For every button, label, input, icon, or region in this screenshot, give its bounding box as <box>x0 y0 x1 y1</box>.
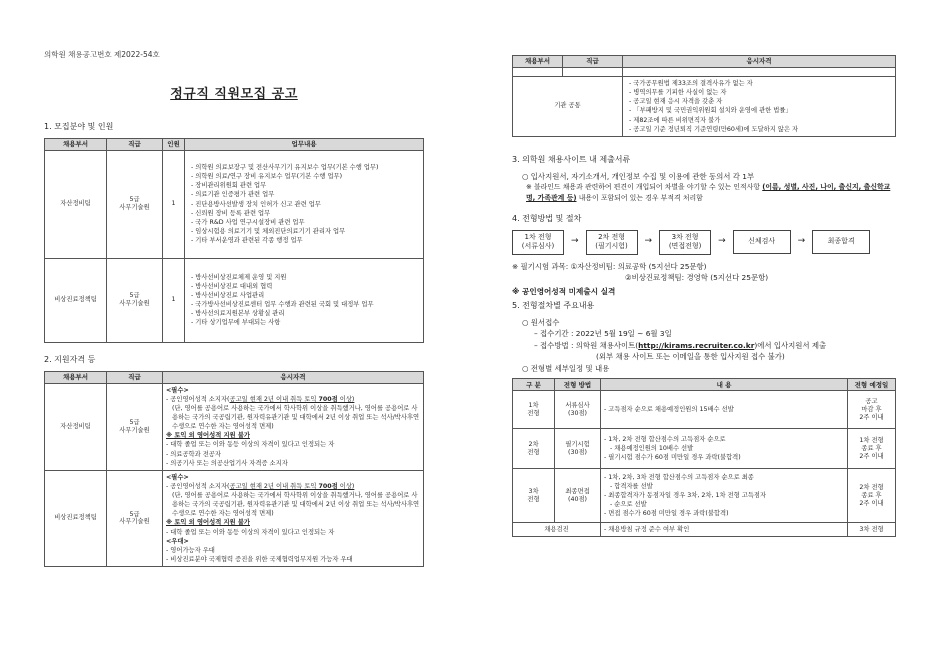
step-sub: (서류심사) <box>521 242 555 251</box>
grade-title: 사무기술원 <box>119 300 150 308</box>
continued-text: 합격자를 선발 <box>614 483 653 491</box>
list-item: - 장비관리위원회 관련 업무 <box>191 181 420 190</box>
header-dept: 채용부서 <box>45 138 107 150</box>
lang-post: 이상) <box>337 395 355 403</box>
header-qualification: 응시자격 <box>163 371 424 383</box>
arrow-right-icon: → <box>718 236 726 247</box>
arrow-right-icon: → <box>797 236 806 247</box>
date-line: 2차 전형 <box>859 483 884 491</box>
list-item: - 최종합격자가 동점자일 경우 3차, 2차, 1차 전형 고득점자 <box>604 491 844 500</box>
stage-cell: 채용검진 <box>513 523 601 537</box>
list-item: - 방사선비상진료 사업관리 <box>191 291 420 300</box>
list-item: - 방사선의료지원본부 상황실 관리 <box>191 309 420 318</box>
list-item: - 병역의무를 기피한 사실이 없는 자 <box>629 88 892 97</box>
section-heading-positions: 1. 모집분야 및 인원 <box>44 121 114 131</box>
grade-level: 5급 <box>129 292 140 300</box>
content-cell <box>601 523 848 537</box>
date-line: 1차 전형 <box>859 436 884 444</box>
blind-items: (이름, 성별, 사진, 나이, 출신지, 출신학교명, 가족관계 등) <box>526 183 891 202</box>
english-disqualification-notice: ※ 공인영어성적 미제출시 실격 <box>512 287 616 297</box>
method-label: 필기시험 <box>565 440 590 448</box>
table-header-row <box>513 379 896 391</box>
list-item-continued <box>604 482 844 491</box>
step-label: 2차 전형 <box>598 232 626 241</box>
header-dept: 채용부서 <box>45 371 107 383</box>
stage-sub: 전형 <box>527 409 540 417</box>
header-method: 전형 방법 <box>555 379 601 391</box>
content-list <box>604 405 844 414</box>
section-heading-details: 5. 전형절차별 주요내용 <box>512 300 595 310</box>
table-row <box>513 469 896 523</box>
method-cell <box>555 429 601 469</box>
count-cell: 1 <box>163 150 185 258</box>
list-item: - 의학원 의료/연구 장비 유지보수 업무(기본 수행 업무) <box>191 172 420 181</box>
step-box <box>733 230 791 253</box>
date-cell <box>848 429 896 469</box>
stage-label: 1차 <box>528 401 539 409</box>
method-cell <box>555 391 601 429</box>
section-heading-documents: 3. 의학원 채용사이트 내 제출서류 <box>512 154 631 164</box>
grade-level: 5급 <box>129 418 140 426</box>
preferred-label: <우대> <box>166 537 189 545</box>
process-flow <box>512 230 896 255</box>
grade-title: 사무기술원 <box>119 204 150 212</box>
grade-level: 5급 <box>129 510 140 518</box>
list-item-continued <box>604 444 844 453</box>
grade-title: 사무기술원 <box>119 518 150 526</box>
list-item: - 기타 부서운영과 관련된 각종 행정 업무 <box>191 236 420 245</box>
stage-cell <box>513 429 555 469</box>
step-label: 최종합격 <box>827 237 855 246</box>
method-cell <box>555 469 601 523</box>
date-cell: 3차 전형 <box>848 523 896 537</box>
list-item: - 공고일 기준 정년퇴직 기준연령(만60세)에 도달하지 않은 자 <box>629 125 892 134</box>
list-item-continued <box>629 116 892 125</box>
grade-cell <box>107 258 163 342</box>
qualification-list <box>166 528 420 537</box>
list-item-continued <box>604 500 844 509</box>
table-row <box>513 68 896 77</box>
date-line: 종료 후 <box>861 491 882 499</box>
table-row <box>45 470 424 566</box>
date-line: 2주 이내 <box>859 499 884 507</box>
recruit-site-link[interactable]: http://kirams.recruiter.co.kr <box>638 340 755 350</box>
step-box <box>812 230 870 253</box>
header-stage: 구 분 <box>513 379 555 391</box>
count-cell: 1 <box>163 258 185 342</box>
duties-list <box>191 163 420 245</box>
english-exemption-note: (단, 영어를 공용어로 사용하는 국가에서 학사학위 이상을 취득했거나, 영어를 공용어로 사용하는 국가의 국공립기관, 원자력유관기관 및 대학에서 2년 이상 취업 또는 석사/박사후연수생으로 연수한 자는 영어성적 면제) <box>172 492 420 518</box>
list-item: - 진단용방사선발생 장치 인허가 신고 관련 업무 <box>191 200 420 209</box>
lang-pre: 공인영어성적 소지자( <box>170 482 230 490</box>
header-qualification: 응시자격 <box>623 56 896 68</box>
method-pre: – 접수방법 : 의학원 채용사이트( <box>534 340 639 350</box>
list-item: - 의공기사 또는 의공산업기사 자격증 소지자 <box>166 459 420 468</box>
required-label: <필수> <box>166 386 189 394</box>
list-item: - 채용방침 규정 준수 여부 확인 <box>604 525 844 534</box>
required-label: <필수> <box>166 473 189 481</box>
lang-score: 700점 <box>318 395 338 403</box>
duties-list <box>191 273 420 328</box>
list-item: - 방사선비상진료 대내외 협력 <box>191 282 420 291</box>
schedule-table <box>512 378 896 537</box>
lang-underlined: 공고일 현재 2년 이내 취득 토익 <box>229 482 319 490</box>
stage-label: 2차 <box>528 440 539 448</box>
stage-sub: 전형 <box>527 495 540 503</box>
qualifications-table <box>44 371 424 567</box>
left-column <box>44 50 424 567</box>
header-grade: 직급 <box>107 371 163 383</box>
stage-label: 3차 <box>528 487 539 495</box>
continued-text: 제82조에 따른 비위면직자 불가 <box>633 116 721 124</box>
empty-cell <box>623 68 896 77</box>
step-label: 3차 전형 <box>671 232 699 241</box>
exam-subjects <box>512 261 896 272</box>
date-cell <box>848 469 896 523</box>
lang-score: 700점 <box>318 482 338 490</box>
list-item: - 「부패방지 및 국민권익위원회 설치와 운영에 관한 법률」 <box>629 106 892 115</box>
duties-cell <box>185 258 424 342</box>
toeic-notice: ※ 토익 외 영어성적 지원 불가 <box>166 519 250 527</box>
exam-subject-2: ②비상진료정책팀: 경영학 (5지선다 25문항) <box>625 272 769 282</box>
arrow-right-icon: → <box>571 236 579 247</box>
list-item: - 의료공학과 전공자 <box>166 450 420 459</box>
method-score: (30점) <box>567 448 587 456</box>
right-column <box>512 55 896 537</box>
preferred-list <box>166 546 420 564</box>
list-item: - 면접 점수가 60점 미만일 경우 과락(불합격) <box>604 509 844 518</box>
stage-sub: 전형 <box>527 448 540 456</box>
step-box <box>586 230 638 255</box>
date-cell <box>848 391 896 429</box>
dept-cell: 자산정비팀 <box>45 383 107 470</box>
blind-post: 내용이 포함되어 있는 경우 부적격 처리함 <box>576 193 703 202</box>
continued-text: 순으로 선발 <box>614 501 647 509</box>
lang-post: 이상) <box>337 482 355 490</box>
list-item: - 필기시험 점수가 60점 미만일 경우 과락(불합격) <box>604 453 844 462</box>
header-grade: 직급 <box>563 56 623 68</box>
grade-cell <box>107 150 163 258</box>
section-heading-process: 4. 전형방법 및 절차 <box>512 213 582 223</box>
list-item: - 국가 R&D 사업 연구시설장비 관련 업무 <box>191 218 420 227</box>
content-list <box>604 525 844 534</box>
date-line: 2주 이내 <box>859 413 884 421</box>
list-item: - 비상진료분야 국제협력 증진을 위한 국제협력업무지원 가능자 우대 <box>166 555 420 564</box>
documents-line: ○ 입사지원서, 자기소개서, 개인정보 수집 및 이용에 관한 동의서 각 1부 <box>522 171 755 181</box>
toeic-notice: ※ 토익 외 영어성적 지원 불가 <box>166 432 250 440</box>
grade-cell <box>107 470 163 566</box>
section-heading-qualifications: 2. 지원자격 등 <box>44 354 96 364</box>
dept-cell: 비상진료정책팀 <box>45 258 107 342</box>
method-label: 최종면접 <box>565 487 590 495</box>
content-cell <box>601 429 848 469</box>
method-score: (40점) <box>567 495 587 503</box>
date-line: 공고 <box>865 397 878 405</box>
header-grade: 직급 <box>107 138 163 150</box>
table-row <box>513 523 896 537</box>
step-label: 신체검사 <box>748 237 776 246</box>
table-header-row <box>45 371 424 383</box>
list-item: - 대학 졸업 또는 이와 동등 이상의 자격이 있다고 인정되는 자 <box>166 528 420 537</box>
apply-method <box>512 340 896 351</box>
apply-heading: ○ 원서접수 <box>522 317 560 327</box>
step-box <box>512 230 564 255</box>
apply-method-note: (외부 채용 사이트 또는 이메일을 통한 입사지원 접수 불가) <box>596 352 785 362</box>
empty-cell <box>513 68 563 77</box>
step-sub: (면접전형) <box>668 242 702 251</box>
step-box <box>659 230 711 255</box>
page-title: 정규직 직원모집 공고 <box>170 87 298 103</box>
qualification-cell <box>163 470 424 566</box>
header-date: 전형 예정일 <box>848 379 896 391</box>
table-header-row <box>45 138 424 150</box>
notice-number: 의학원 채용공고번호 제2022-54호 <box>44 50 160 59</box>
apply-period: – 접수기간 : 2022년 5월 19일 ~ 6월 3일 <box>534 329 672 339</box>
qualification-cell <box>623 77 896 137</box>
blind-pre: ※ 블라인드 채용과 관련하여 편견이 개입되어 차별을 야기할 수 있는 인적사항 <box>526 183 763 192</box>
grade-title: 사무기술원 <box>119 426 150 434</box>
content-list <box>604 473 844 519</box>
content-cell <box>601 391 848 429</box>
list-item: - 의료기관 인증평가 관련 업무 <box>191 190 420 199</box>
grade-cell <box>107 383 163 470</box>
step-sub: (필기시험) <box>595 242 628 251</box>
dept-cell: 기관 공통 <box>513 77 623 137</box>
table-header-row <box>513 56 896 68</box>
dept-cell: 자산정비팀 <box>45 150 107 258</box>
english-requirement: - 공인영어성적 소지자(공고일 현재 2년 이내 취득 토익 700점 이상) <box>166 482 355 490</box>
content-list <box>604 435 844 462</box>
list-item: - 방사선비상진료체제 운영 및 지원 <box>191 273 420 282</box>
empty-cell <box>563 68 623 77</box>
method-post: )에서 입사지원서 제출 <box>754 340 827 350</box>
blind-notice <box>512 182 896 203</box>
list-item: - 신뢰원 장비 등록 관련 업무 <box>191 209 420 218</box>
qualification-cell <box>163 383 424 470</box>
date-line: 종료 후 <box>861 444 882 452</box>
arrow-right-icon: → <box>644 236 653 247</box>
positions-table <box>44 138 424 343</box>
list-item: - 대학 졸업 또는 이와 동등 이상의 자격이 있다고 인정되는 자 <box>166 440 420 449</box>
table-row <box>45 258 424 342</box>
list-item: - 1차, 2차, 3차 전형 합산점수의 고득점자 순으로 최종 <box>604 473 844 482</box>
continued-text: 채용예정인원의 10배수 선발 <box>614 445 694 453</box>
header-duties: 업무내용 <box>185 138 424 150</box>
table-row <box>45 150 424 258</box>
list-item: - 고득점자 순으로 채용예정인원의 15배수 선발 <box>604 405 844 414</box>
header-dept: 채용부서 <box>513 56 563 68</box>
exam-label: ※ 필기시험 과목: <box>512 261 571 271</box>
lang-underlined: 공고일 현재 2년 이내 취득 토익 <box>229 395 319 403</box>
header-count: 인원 <box>163 138 185 150</box>
qualification-list <box>166 440 420 467</box>
list-item: - 영어가능자 우대 <box>166 546 420 555</box>
english-exemption-note: (단, 영어를 공용어로 사용하는 국가에서 학사학위 이상을 취득했거나, 영어를 공용어로 사용하는 국가의 국공립기관, 원자력유관기관 및 대학에서 2년 이상 취업 또는 석사/박사후연수생으로 연수한 자는 영어성적 면제) <box>172 404 420 431</box>
lang-pre: 공인영어성적 소지자( <box>170 395 230 403</box>
grade-level: 5급 <box>129 196 140 204</box>
common-qualification-table <box>512 55 896 137</box>
stage-cell <box>513 391 555 429</box>
header-content: 내 용 <box>601 379 848 391</box>
exam-subject-1: ①자산정비팀: 의료공학 (5지선다 25문항) <box>570 261 707 271</box>
list-item: - 국가공무원법 제33조의 결격사유가 없는 자 <box>629 79 892 88</box>
list-item: - 의학원 의료보장구 및 전산사무기기 유지보수 업무(기본 수행 업무) <box>191 163 420 172</box>
list-item: - 임상시험용 의료기기 및 체외진단의료기기 관리자 업무 <box>191 227 420 236</box>
date-line: 2주 이내 <box>859 452 884 460</box>
list-item: - 공고일 현재 응시 자격을 갖춘 자 <box>629 97 892 106</box>
table-row <box>513 429 896 469</box>
table-row <box>45 383 424 470</box>
date-line: 마감 후 <box>861 405 882 413</box>
method-score: (30점) <box>567 409 587 417</box>
duties-cell <box>185 150 424 258</box>
schedule-heading: ○ 전형별 세부일정 및 내용 <box>522 363 610 373</box>
list-item: - 1차, 2차 전형 합산점수의 고득점자 순으로 <box>604 435 844 444</box>
qualification-list <box>629 79 892 134</box>
english-requirement: - 공인영어성적 소지자(공고일 현재 2년 이내 취득 토익 700점 이상) <box>166 395 355 403</box>
table-row <box>513 77 896 137</box>
table-row <box>513 391 896 429</box>
content-cell <box>601 469 848 523</box>
list-item: - 기타 상기업무에 부대되는 사항 <box>191 318 420 327</box>
method-label: 서류심사 <box>565 401 590 409</box>
dept-cell: 비상진료정책팀 <box>45 470 107 566</box>
stage-cell <box>513 469 555 523</box>
step-label: 1차 전형 <box>524 232 552 241</box>
list-item: - 국가방사선비상진료센터 업무 수행과 관련된 국회 및 대정부 업무 <box>191 300 420 309</box>
